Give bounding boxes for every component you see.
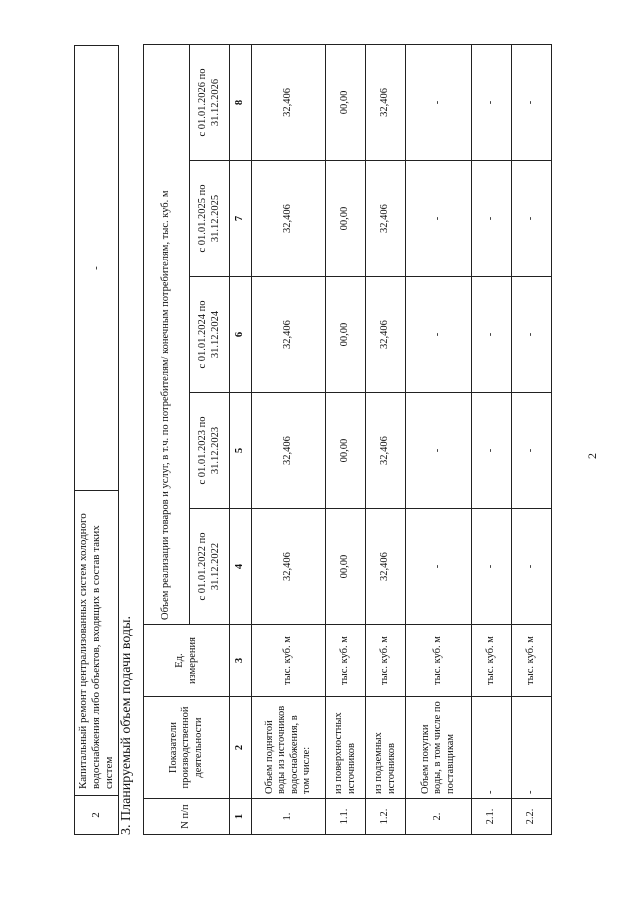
header-volume: Объем реализации товаров и услуг, в т.ч. по потребителям/ конечным потребителям, тыс. куб. м	[144, 44, 190, 624]
table-row	[472, 44, 512, 834]
row-value: -	[512, 277, 552, 393]
row-unit: тыс. куб. м	[366, 625, 406, 697]
row-value: -	[472, 44, 512, 160]
row-description: Капитальный ремонт централизованных систем холодного водоснабжения либо объектов, входящих в состав таких систем	[75, 491, 119, 796]
row-value: 00,00	[326, 44, 366, 160]
row-unit: тыс. куб. м	[252, 625, 326, 697]
capital-repair-table	[74, 45, 119, 835]
row-indicator: -	[472, 697, 512, 799]
row-value: -	[512, 161, 552, 277]
column-number: 5	[230, 393, 252, 509]
row-value: -	[75, 46, 119, 491]
column-number: 4	[230, 509, 252, 625]
period-header: с 01.01.2025 по 31.12.2025	[190, 161, 230, 277]
row-unit: тыс. куб. м	[512, 625, 552, 697]
period-header: с 01.01.2022 по 31.12.2022	[190, 509, 230, 625]
row-number: 2	[75, 796, 119, 835]
row-value: -	[406, 393, 472, 509]
table-row	[252, 44, 326, 834]
column-numbers-row	[230, 44, 252, 834]
row-value: 32,406	[366, 509, 406, 625]
row-value: -	[406, 44, 472, 160]
column-number: 8	[230, 44, 252, 160]
row-value: 32,406	[366, 161, 406, 277]
table-row	[512, 44, 552, 834]
row-value: -	[472, 509, 512, 625]
row-unit: тыс. куб. м	[326, 625, 366, 697]
header-indicator: Показатели производственной деятельности	[144, 697, 230, 799]
row-value: -	[512, 44, 552, 160]
row-value: -	[406, 509, 472, 625]
row-indicator: Объем поднятой воды из источников водоснабжения, в том числе:	[252, 697, 326, 799]
row-value: -	[512, 393, 552, 509]
row-value: 32,406	[252, 161, 326, 277]
period-header: с 01.01.2023 по 31.12.2023	[190, 393, 230, 509]
column-number: 3	[230, 625, 252, 697]
row-unit: тыс. куб. м	[472, 625, 512, 697]
row-indicator: Объем покупки воды, в том числе по поставщикам	[406, 697, 472, 799]
column-number: 2	[230, 697, 252, 799]
row-value: -	[472, 277, 512, 393]
period-header: с 01.01.2024 по 31.12.2024	[190, 277, 230, 393]
row-value: 32,406	[252, 277, 326, 393]
row-value: 32,406	[366, 44, 406, 160]
table-row	[326, 44, 366, 834]
row-value: 00,00	[326, 393, 366, 509]
row-unit: тыс. куб. м	[406, 625, 472, 697]
row-value: -	[512, 509, 552, 625]
row-value: -	[472, 393, 512, 509]
column-number: 7	[230, 161, 252, 277]
row-indicator: из поверхностных источников	[326, 697, 366, 799]
row-number: 1.2.	[366, 799, 406, 835]
row-number: 2.	[406, 799, 472, 835]
row-value: 32,406	[252, 509, 326, 625]
row-indicator: из подземных источников	[366, 697, 406, 799]
row-value: -	[406, 277, 472, 393]
row-value: 32,406	[252, 44, 326, 160]
row-number: 2.1.	[472, 799, 512, 835]
row-value: 32,406	[366, 393, 406, 509]
table-row	[75, 46, 119, 835]
row-value: -	[472, 161, 512, 277]
row-value: 32,406	[252, 393, 326, 509]
water-supply-table	[143, 44, 552, 835]
row-number: 2.2.	[512, 799, 552, 835]
page-number: 2	[585, 453, 599, 459]
row-number: 1.1.	[326, 799, 366, 835]
row-value: -	[406, 161, 472, 277]
period-header: с 01.01.2026 по 31.12.2026	[190, 44, 230, 160]
row-value: 00,00	[326, 161, 366, 277]
row-indicator: -	[512, 697, 552, 799]
header-row	[144, 44, 190, 834]
table-row	[406, 44, 472, 834]
header-num: N п/п	[144, 799, 230, 835]
column-number: 6	[230, 277, 252, 393]
table-row	[366, 44, 406, 834]
row-number: 1.	[252, 799, 326, 835]
section-title: 3. Планируемый объем подачи воды.	[119, 615, 134, 835]
row-value: 00,00	[326, 509, 366, 625]
row-value: 00,00	[326, 277, 366, 393]
header-unit: Ед. измерения	[144, 625, 230, 697]
row-value: 32,406	[366, 277, 406, 393]
column-number: 1	[230, 799, 252, 835]
